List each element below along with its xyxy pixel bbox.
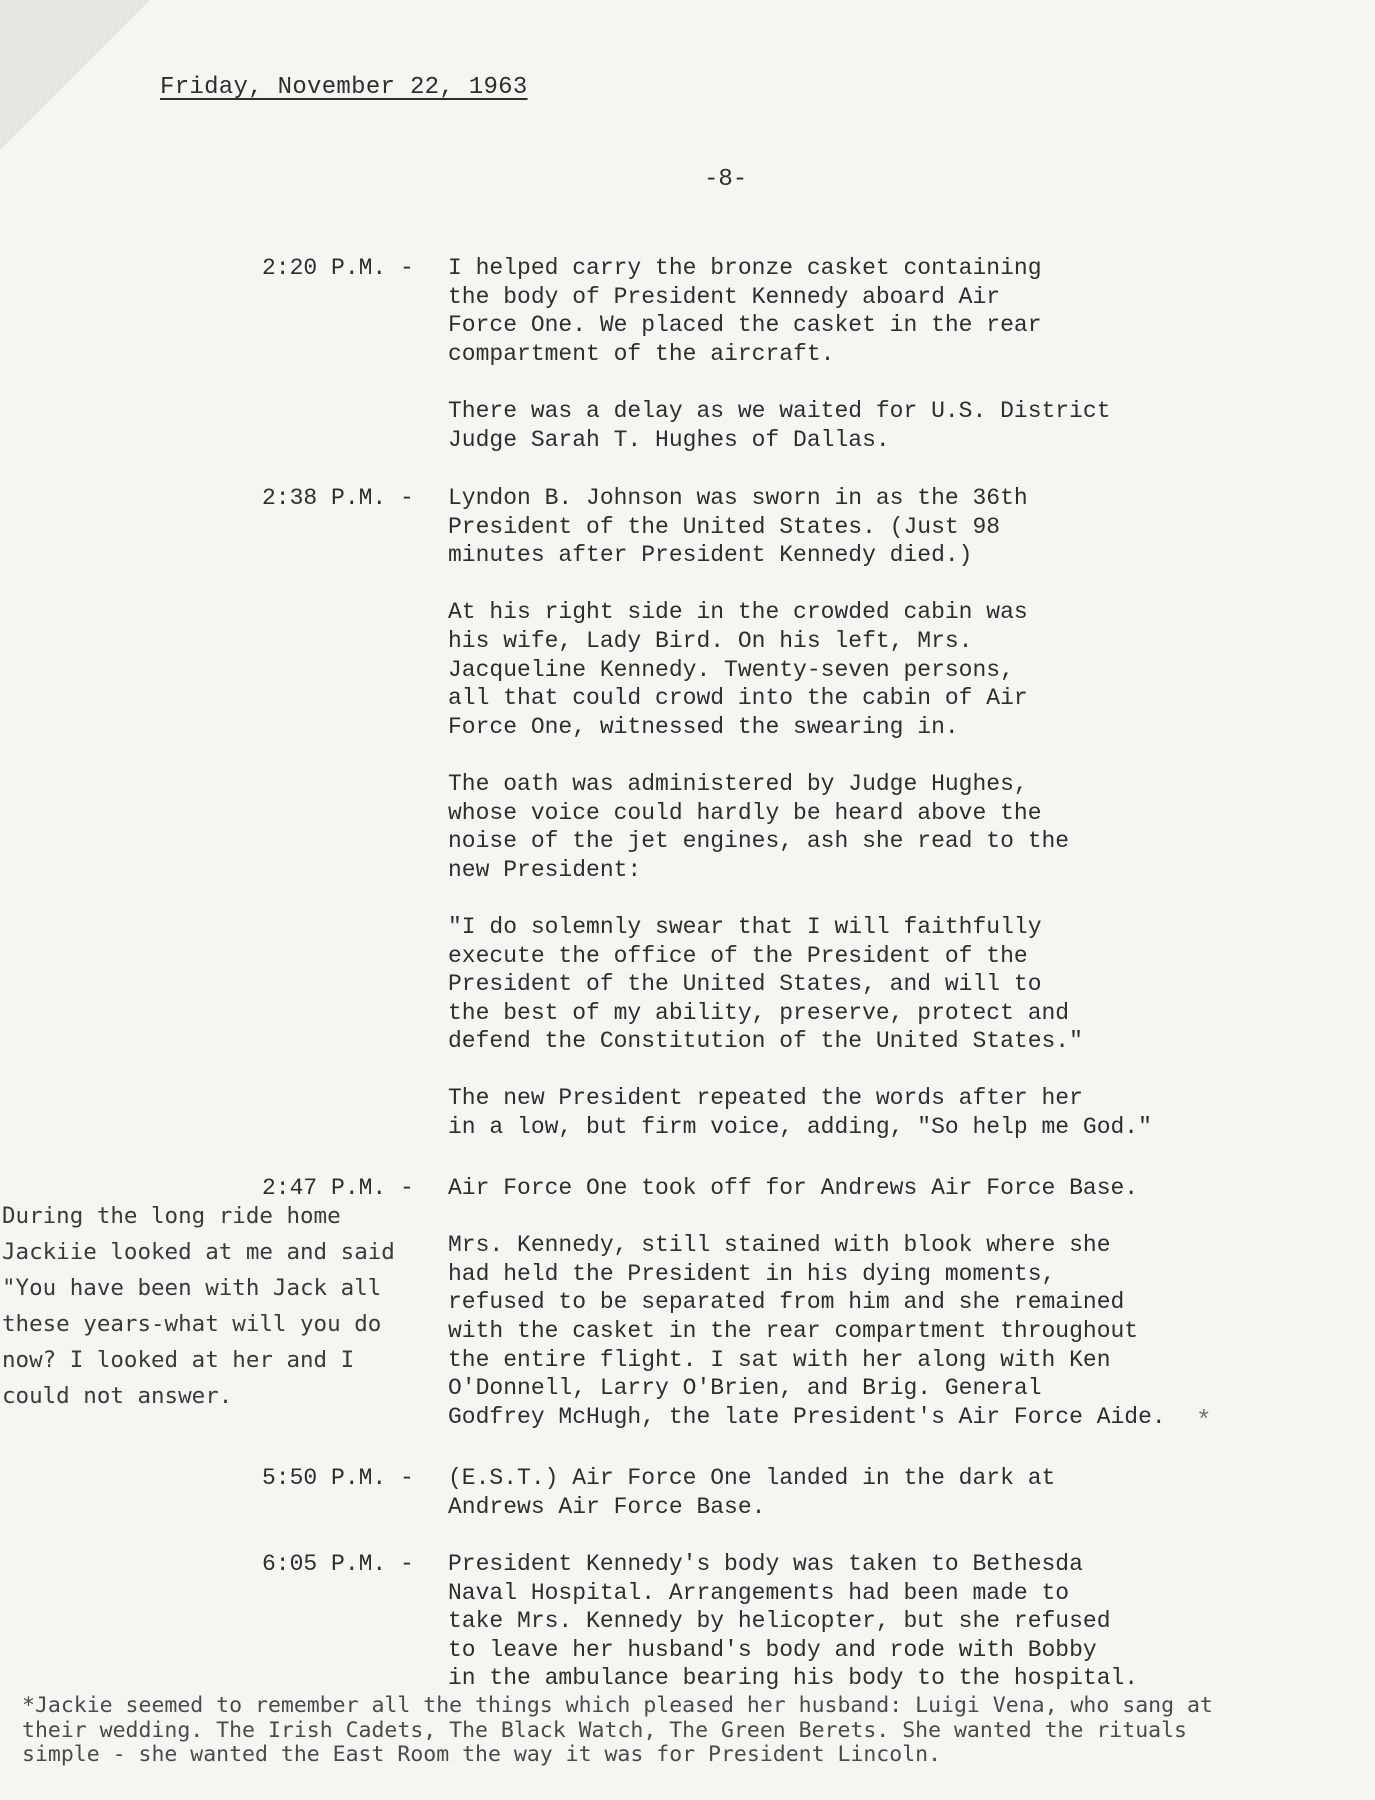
margin-note-line: could not answer. [2,1383,233,1409]
entry-paragraph: The oath was administered by Judge Hughes, whose voice could hardly be heard above the noise of the jet engines, ash she read to the new President: [448,770,1070,883]
entry-paragraph: Lyndon B. Johnson was sworn in as the 36th President of the United States. (Just 98 minutes after President Kennedy died.) [448,485,1028,569]
entry-paragraph: I helped carry the bronze casket containing the body of President Kennedy aboard Air Force One. We placed the casket in the rear compartment of the aircraft. [448,255,1042,367]
entry-paragraph: The new President repeated the words after her in a low, but firm voice, adding, "So help me God." [448,1085,1152,1141]
entry-body [448,254,1228,483]
entry-body [448,484,1228,1170]
entry-time: 2:38 P.M. - [262,485,414,511]
entry-paragraph: There was a delay as we waited for U.S. District Judge Sarah T. Hughes of Dallas. [448,397,1111,453]
entry-paragraph: "I do solemnly swear that I will faithfully execute the office of the President of the President of the United States, and will to the best of my ability, preserve, protect and defend the Constitution of the United States." [448,913,1083,1055]
folded-page-corner [0,0,150,150]
margin-note-line: During the long ride home [2,1203,341,1229]
margin-note-line: these years-what will you do [2,1311,382,1337]
margin-note-line: "You have been with Jack all [2,1275,382,1301]
entry-body [448,1174,1228,1460]
entry-paragraph: Mrs. Kennedy, still stained with blook where she had held the President in his dying moments, refused to be separated from him and she remained with the casket in the rear compartment throughout the entire flight. I sat with her along with Ken O'Donnell, Larry O'Brien, and Brig. General Godfrey McHugh, the late President's Air Force Aide. [448,1232,1166,1430]
footnote: *Jackie seemed to remember all the things which pleased her husband: Luigi Vena, who sang at their wedding. The Irish Cadets, The Black Watch, The Green Berets. She wanted the rituals simple - she wanted the East Room the way it was for President Lincoln. [22,1693,1213,1767]
margin-note-line: Jackiie looked at me and said [2,1239,395,1265]
entry-paragraph: (E.S.T.) Air Force One landed in the dark at Andrews Air Force Base. [448,1465,1056,1520]
entry-paragraph: President Kennedy's body was taken to Bethesda Naval Hospital. Arrangements had been made to take Mrs. Kennedy by helicopter, but she refused to leave her husband's body and rode with Bobby in the ambulance bearing his body to the hospital. [448,1551,1139,1692]
margin-note-line: now? I looked at her and I [2,1347,355,1373]
page-number: -8- [704,166,748,193]
margin-note [2,1198,422,1414]
entry-paragraph: At his right side in the crowded cabin was his wife, Lady Bird. On his left, Mrs. Jacqueline Kennedy. Twenty-seven persons, all that could crowd into the cabin of Air Force One, witnessed the swearing in. [448,599,1028,740]
entry-time: 5:50 P.M. - [262,1465,414,1491]
document-date: Friday, November 22, 1963 [160,74,528,101]
entry-paragraph: Air Force One took off for Andrews Air Force Base. [448,1175,1139,1201]
entry-time: 2:20 P.M. - [262,255,414,281]
footnote-marker: * [1196,1406,1212,1436]
entry-time: 2:47 P.M. - [262,1175,414,1201]
entry-body [448,1464,1228,1550]
entry-time: 6:05 P.M. - [262,1551,414,1577]
